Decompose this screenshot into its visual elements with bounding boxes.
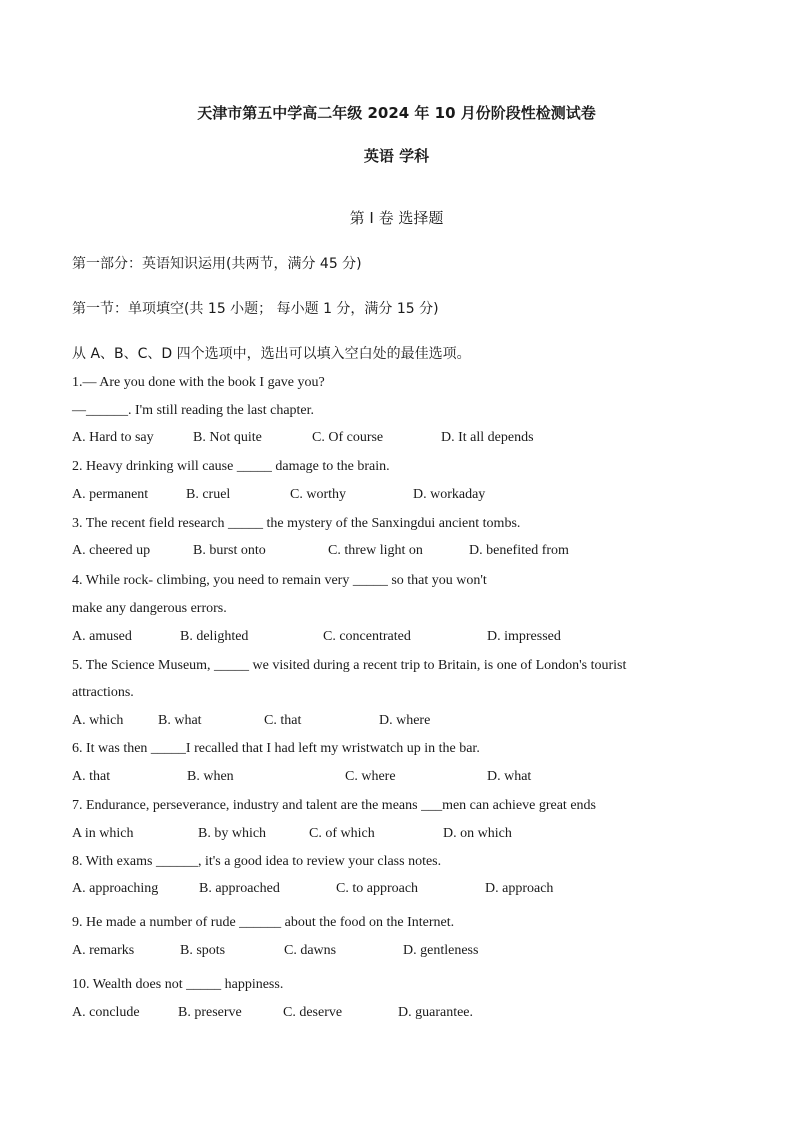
q7-option-d[interactable]: D. on which xyxy=(443,826,512,841)
q9-option-b[interactable]: B. spots xyxy=(180,943,226,958)
q5-option-b[interactable]: B. what xyxy=(158,713,202,728)
q3-option-c[interactable]: C. threw light on xyxy=(328,543,423,558)
q10-option-a[interactable]: A. conclude xyxy=(72,1005,140,1020)
q10-option-c[interactable]: C. deserve xyxy=(283,1005,343,1020)
question-4-line-1: 4. While rock- climbing, you need to remain very _____ so that you won't xyxy=(72,573,487,588)
q6-option-b[interactable]: B. when xyxy=(187,769,234,784)
q1-option-b[interactable]: B. Not quite xyxy=(193,430,262,445)
q5-option-a[interactable]: A. which xyxy=(72,713,124,728)
q8-option-c[interactable]: C. to approach xyxy=(336,881,419,896)
q2-option-b[interactable]: B. cruel xyxy=(186,487,231,502)
q6-option-a[interactable]: A. that xyxy=(72,769,111,784)
q9-option-a[interactable]: A. remarks xyxy=(72,943,135,958)
q9-option-c[interactable]: C. dawns xyxy=(284,943,337,958)
q3-option-a[interactable]: A. cheered up xyxy=(72,543,151,558)
section-heading: 第一节：单项填空(共 15 小题； 每小题 1 分，满分 15 分) xyxy=(72,301,439,317)
q8-option-b[interactable]: B. approached xyxy=(199,881,280,896)
q6-option-c[interactable]: C. where xyxy=(345,769,396,784)
exam-title: 天津市第五中学高二年级 2024 年 10 月份阶段性检测试卷 xyxy=(197,104,596,122)
question-5-line-2: attractions. xyxy=(72,685,134,700)
q10-option-d[interactable]: D. guarantee. xyxy=(398,1005,474,1020)
q6-option-d[interactable]: D. what xyxy=(487,769,532,784)
q1-option-a[interactable]: A. Hard to say xyxy=(72,430,154,445)
q7-option-a[interactable]: A in which xyxy=(72,826,134,841)
question-3-stem: 3. The recent field research _____ the mystery of the Sanxingdui ancient tombs. xyxy=(72,516,521,531)
q7-option-b[interactable]: B. by which xyxy=(198,826,267,841)
q1-option-c[interactable]: C. Of course xyxy=(312,430,384,445)
q5-option-c[interactable]: C. that xyxy=(264,713,302,728)
question-1-line-2: —______. I'm still reading the last chapter. xyxy=(72,403,315,418)
q8-option-a[interactable]: A. approaching xyxy=(72,881,159,896)
q4-option-d[interactable]: D. impressed xyxy=(487,629,561,644)
q9-option-d[interactable]: D. gentleness xyxy=(403,943,479,958)
q4-option-a[interactable]: A. amused xyxy=(72,629,132,644)
question-2-stem: 2. Heavy drinking will cause _____ damage to the brain. xyxy=(72,459,390,474)
q3-option-d[interactable]: D. benefited from xyxy=(469,543,569,558)
question-7-stem: 7. Endurance, perseverance, industry and talent are the means ___men can achieve great ends xyxy=(72,798,596,813)
question-9-stem: 9. He made a number of rude ______ about the food on the Internet. xyxy=(72,915,455,930)
q5-option-d[interactable]: D. where xyxy=(379,713,431,728)
q3-option-b[interactable]: B. burst onto xyxy=(193,543,266,558)
q2-option-c[interactable]: C. worthy xyxy=(290,487,346,502)
subject-title: 英语 学科 xyxy=(363,147,430,165)
question-6-stem: 6. It was then _____I recalled that I had left my wristwatch up in the bar. xyxy=(72,741,480,756)
q1-option-d[interactable]: D. It all depends xyxy=(441,430,534,445)
q4-option-c[interactable]: C. concentrated xyxy=(323,629,411,644)
q10-option-b[interactable]: B. preserve xyxy=(178,1005,242,1020)
question-8-stem: 8. With exams ______, it's a good idea to review your class notes. xyxy=(72,854,442,869)
question-4-line-2: make any dangerous errors. xyxy=(72,601,227,616)
q8-option-d[interactable]: D. approach xyxy=(485,881,554,896)
volume-title: 第 I 卷 选择题 xyxy=(349,209,444,227)
part-heading: 第一部分：英语知识运用(共两节，满分 45 分) xyxy=(72,256,362,272)
question-5-line-1: 5. The Science Museum, _____ we visited during a recent trip to Britain, is one of London's tourist xyxy=(72,658,627,673)
question-10-stem: 10. Wealth does not _____ happiness. xyxy=(72,977,284,992)
q2-option-a[interactable]: A. permanent xyxy=(72,487,149,502)
q2-option-d[interactable]: D. workaday xyxy=(413,487,486,502)
question-1-line-1: 1.— Are you done with the book I gave you? xyxy=(72,375,325,390)
q7-option-c[interactable]: C. of which xyxy=(309,826,375,841)
instructions: 从 A、B、C、D 四个选项中，选出可以填入空白处的最佳选项。 xyxy=(72,346,471,362)
q4-option-b[interactable]: B. delighted xyxy=(180,629,249,644)
